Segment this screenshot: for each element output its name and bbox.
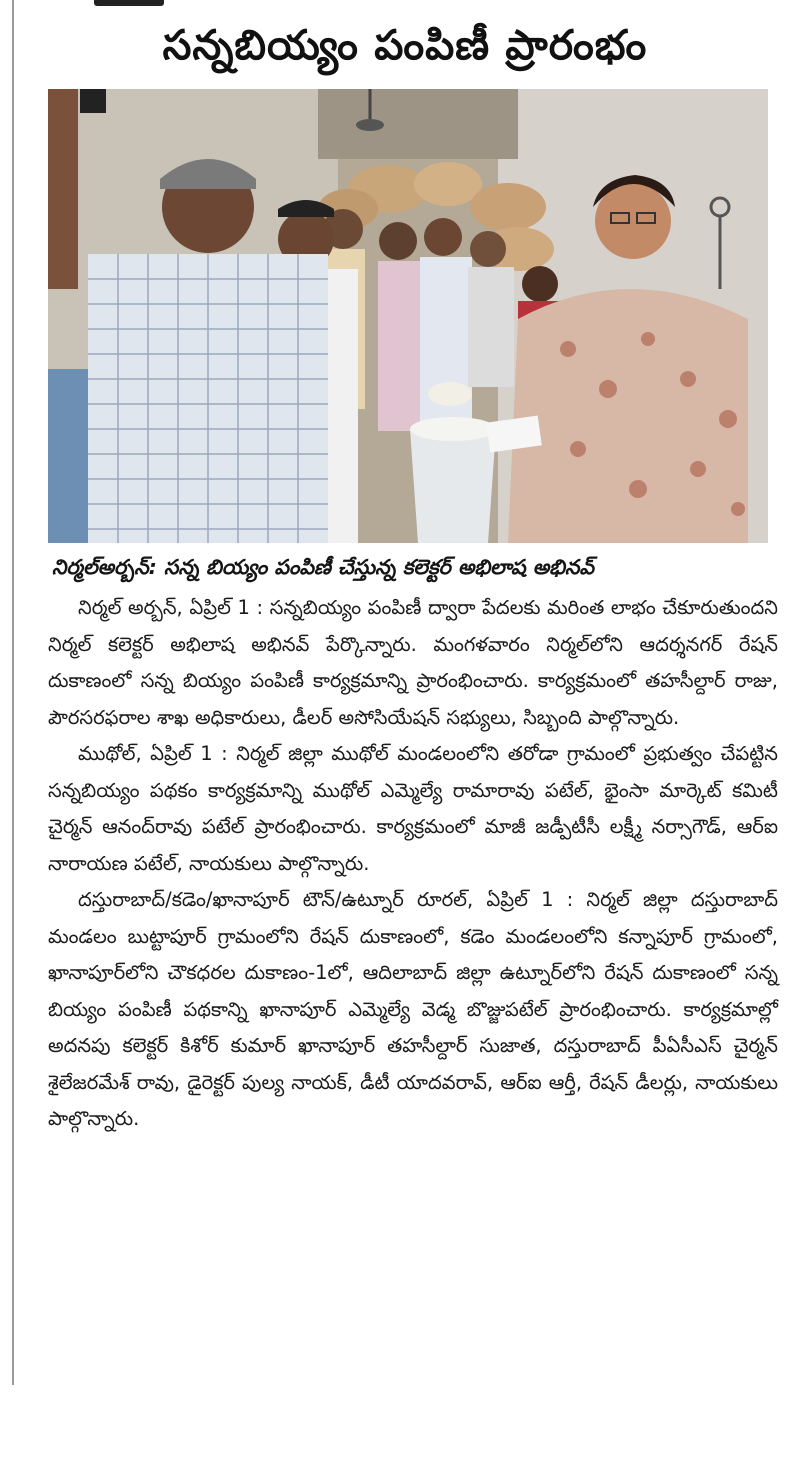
newspaper-photo-icon [48, 89, 768, 543]
article-paragraph: నిర్మల్ అర్బన్, ఏప్రిల్ 1 : సన్నబియ్యం పంపిణీ ద్వారా పేదలకు మరింత లాభం చేకూరుతుందని నిర్మల్ కలెక్టర్ అభిలాష అభినవ్ పేర్కొన్నారు. మంగళవారం నిర్మల్‌లోని ఆదర్శనగర్ రేషన్ దుకాణంలో సన్న బియ్యం పంపిణీ కార్యక్రమాన్ని ప్రారంభించారు. కార్యక్రమంలో తహసీల్దార్ రాజు, పౌరసరఫరాల శాఖ అధికారులు, డీలర్ అసోసియేషన్ సభ్యులు, సిబ్బంది పాల్గొన్నారు. [48, 596, 778, 729]
article-body [48, 590, 778, 1390]
article-paragraph: ముథోల్, ఏప్రిల్ 1 : నిర్మల్ జిల్లా ముథోల్ మండలంలోని తరోడా గ్రామంలో ప్రభుత్వం చేపట్టిన సన్నబియ్యం పథకం కార్యక్రమాన్ని ముథోల్ ఎమ్మెల్యే రామారావు పటేల్, భైంసా మార్కెట్ కమిటీ చైర్మన్ ఆనంద్‌రావు పటేల్ ప్రారంభించారు. కార్యక్రమంలో మాజీ జడ్పీటీసీ లక్ష్మీ నర్సాగౌడ్, ఆర్ఐ నారాయణ పటేల్, నాయకులు పాల్గొన్నారు. [48, 742, 778, 875]
news-photo [48, 89, 768, 543]
headline: సన్నబియ్యం పంపిణీ ప్రారంభం [162, 21, 648, 69]
article-paragraph: దస్తురాబాద్/కడెం/ఖానాపూర్ టౌన్/ఉట్నూర్ రూరల్, ఏప్రిల్ 1 : నిర్మల్ జిల్లా దస్తురాబాద్ మండలం బుట్టాపూర్ గ్రామంలోని రేషన్ దుకాణంలో, కడెం మండలంలోని కన్నాపూర్ గ్రామంలో, ఖానాపూర్‌లోని చౌకధరల దుకాణం-1లో, ఆదిలాబాద్ జిల్లా ఉట్నూర్‌లోని రేషన్ దుకాణంలో సన్న బియ్యం పంపిణీ పథకాన్ని ఖానాపూర్ ఎమ్మెల్యే వెడ్మ బొజ్జుపటేల్ ప్రారంభించారు. కార్యక్రమాల్లో అదనపు కలెక్టర్ కిశోర్ కుమార్ ఖానాపూర్ తహసీల్దార్ సుజాత, దస్తురాబాద్ పీఏసీఎస్ చైర్మన్ శైలేజరమేశ్ రావు, డైరెక్టర్ పుల్య నాయక్, డీటీ యాదవరావ్, ఆర్ఐ ఆర్తీ, రేషన్ డీలర్లు, నాయకులు పాల్గొన్నారు. [48, 888, 778, 1130]
previous-article-fragment [94, 0, 164, 6]
column-divider [12, 0, 14, 1385]
photo-caption: నిర్మల్‌అర్బన్‌: సన్న బియ్యం పంపిణీ చేస్తున్న కలెక్టర్‌ అభిలాష అభినవ్‌ [52, 555, 594, 579]
